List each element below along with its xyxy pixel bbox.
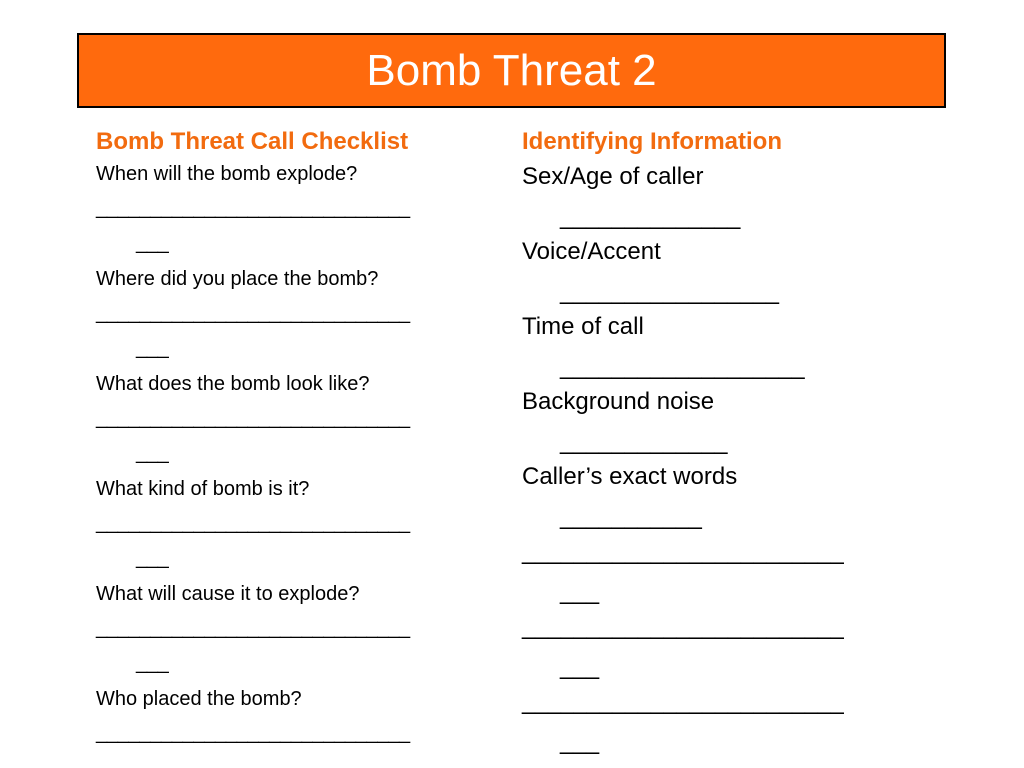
identifying-info-heading: Identifying Information — [522, 128, 782, 155]
answer-blank-tail: ___ — [136, 547, 169, 569]
answer-blank-tail: ___ — [136, 232, 169, 254]
answer-blank-line: _____________________________ — [96, 617, 410, 639]
info-field — [522, 162, 942, 237]
info-field — [522, 462, 942, 537]
info-field — [522, 312, 942, 387]
info-field-label: Background noise — [522, 388, 715, 415]
info-field-label: Sex/Age of caller — [522, 163, 704, 190]
exact-words-blank-line: _________________________ — [522, 538, 844, 565]
answer-blank-line: _____________________________ — [96, 197, 410, 219]
checklist-question: When will the bomb explode? — [96, 163, 358, 185]
exact-words-blank-tail: ___ — [560, 728, 599, 755]
info-field — [522, 237, 942, 312]
checklist-heading: Bomb Threat Call Checklist — [96, 128, 409, 155]
answer-blank-line: _____________________________ — [96, 302, 410, 324]
checklist-question: What will cause it to explode? — [96, 583, 360, 605]
answer-blank-line: _____________________________ — [96, 407, 410, 429]
answer-blank-line: _____________________________ — [96, 722, 410, 744]
checklist-item — [96, 477, 506, 582]
info-field-label: Voice/Accent — [522, 238, 661, 265]
exact-words-line — [522, 537, 942, 612]
checklist-question: What kind of bomb is it? — [96, 478, 310, 500]
checklist-item — [96, 582, 506, 687]
checklist-item — [96, 687, 506, 758]
info-field-blank: _________________ — [560, 278, 779, 305]
slide-title: Bomb Threat 2 — [366, 45, 657, 95]
checklist-item — [96, 267, 506, 372]
exact-words-line — [522, 687, 942, 762]
checklist-item — [96, 162, 506, 267]
checklist-question: What does the bomb look like? — [96, 373, 370, 395]
info-field-blank: ___________ — [560, 503, 702, 530]
checklist-column — [96, 124, 506, 758]
answer-blank-tail: ___ — [136, 442, 169, 464]
exact-words-blank-line: _________________________ — [522, 688, 844, 715]
checklist-item — [96, 372, 506, 477]
checklist-question: Where did you place the bomb? — [96, 268, 379, 290]
exact-words-blank-line: _________________________ — [522, 613, 844, 640]
exact-words-blank-tail: ___ — [560, 578, 599, 605]
answer-blank-tail: ___ — [136, 337, 169, 359]
info-field-label: Time of call — [522, 313, 644, 340]
title-banner — [77, 33, 946, 108]
info-field — [522, 387, 942, 462]
info-field-blank: _____________ — [560, 428, 728, 455]
checklist-question: Who placed the bomb? — [96, 688, 302, 710]
info-field-blank: ___________________ — [560, 353, 805, 380]
info-field-label: Caller’s exact words — [522, 463, 738, 490]
exact-words-blank-tail: ___ — [560, 653, 599, 680]
answer-blank-line: _____________________________ — [96, 512, 410, 534]
info-field-blank: ______________ — [560, 203, 740, 230]
answer-blank-tail: ___ — [136, 652, 169, 674]
identifying-info-column — [522, 124, 942, 762]
exact-words-line — [522, 612, 942, 687]
